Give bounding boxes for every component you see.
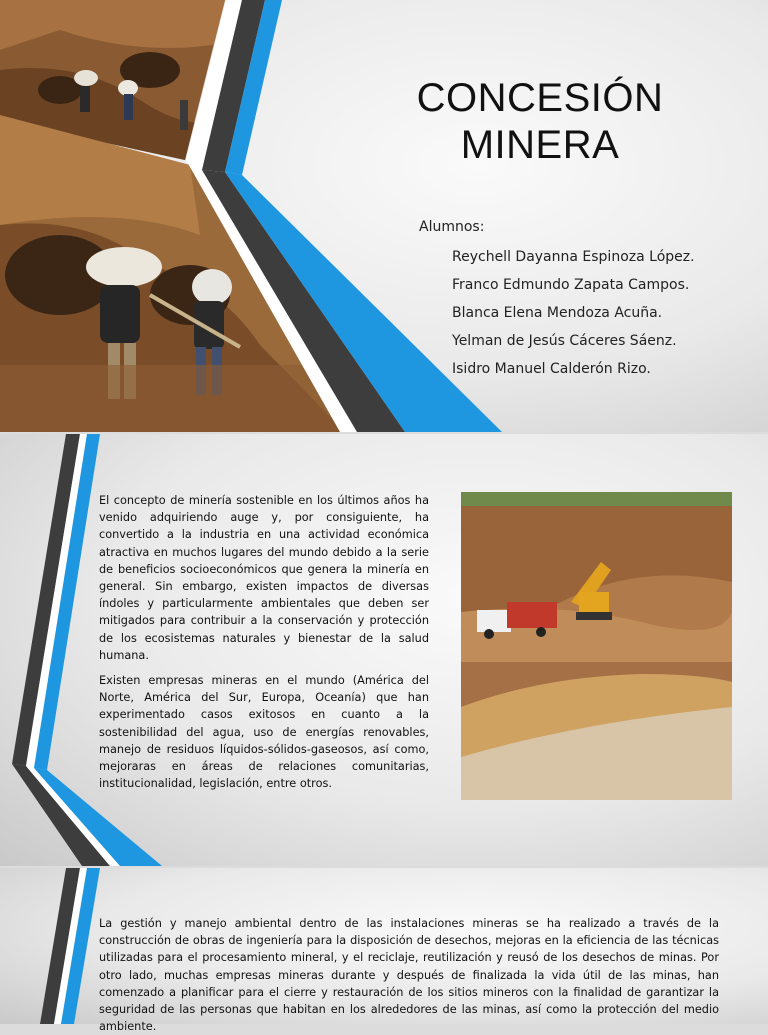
open-pit-mine-photo bbox=[461, 492, 732, 800]
author-name: Yelman de Jesús Cáceres Sáenz. bbox=[452, 333, 677, 349]
content-slide-sustainable-mining bbox=[0, 434, 768, 866]
authors-list bbox=[419, 243, 695, 383]
environmental-management-text bbox=[99, 915, 719, 1035]
author-name: Franco Edmundo Zapata Campos. bbox=[452, 277, 690, 293]
author-name: Blanca Elena Mendoza Acuña. bbox=[452, 305, 663, 321]
presentation-title: CONCESIÓN MINERA bbox=[416, 76, 664, 167]
paragraph: Existen empresas mineras en el mundo (América del Norte, América del Sur, Europa, Oceanía) que han experimentado casos exitosos en cuanto a la sostenibilidad del agua, uso de energías renovables, manejo de residuos líquidos-sólidos-gaseosos, así como, mejoraras en áreas de relaciones comunitarias, institucionalidad, legislación, entre otros. bbox=[99, 674, 429, 791]
authors-block bbox=[419, 219, 695, 383]
content-slide-environmental-management bbox=[0, 868, 768, 1034]
title-slide bbox=[0, 0, 768, 432]
sustainable-mining-text bbox=[99, 492, 429, 800]
authors-label: Alumnos: bbox=[419, 219, 485, 235]
author-name: Reychell Dayanna Espinoza López. bbox=[452, 249, 695, 265]
author-name: Isidro Manuel Calderón Rizo. bbox=[452, 361, 651, 377]
paragraph: El concepto de minería sostenible en los últimos años ha venido adquiriendo auge y, por consiguiente, ha convertido a la industria en una actividad económica atractiva en muchos lugares del mundo debido a la serie de beneficios socioeconómicos que genera la minería en general. Sin embargo, existen impactos de diversas índoles y particularmente ambientales que deben ser mitigados para contribuir a la conservación y protección de los ecosistemas naturales y bienestar de la salud humana. bbox=[99, 494, 429, 662]
paragraph: La gestión y manejo ambiental dentro de las instalaciones mineras se ha realizado a través de la construcción de obras de ingeniería para la disposición de desechos, mejoras en la eficiencia de las técnicas utilizadas para el procesamiento mineral, y el reciclaje, reutilización y reusó de los desechos de minas. Por otro lado, muchas empresas mineras durante y después de finalizada la vida útil de las minas, han comenzado a planificar para el cierre y restauración de los sitios mineros con la finalidad de garantizar la seguridad de las personas que habitan en los alrededores de las minas, así como la protección del medio ambiente. bbox=[99, 917, 719, 1034]
